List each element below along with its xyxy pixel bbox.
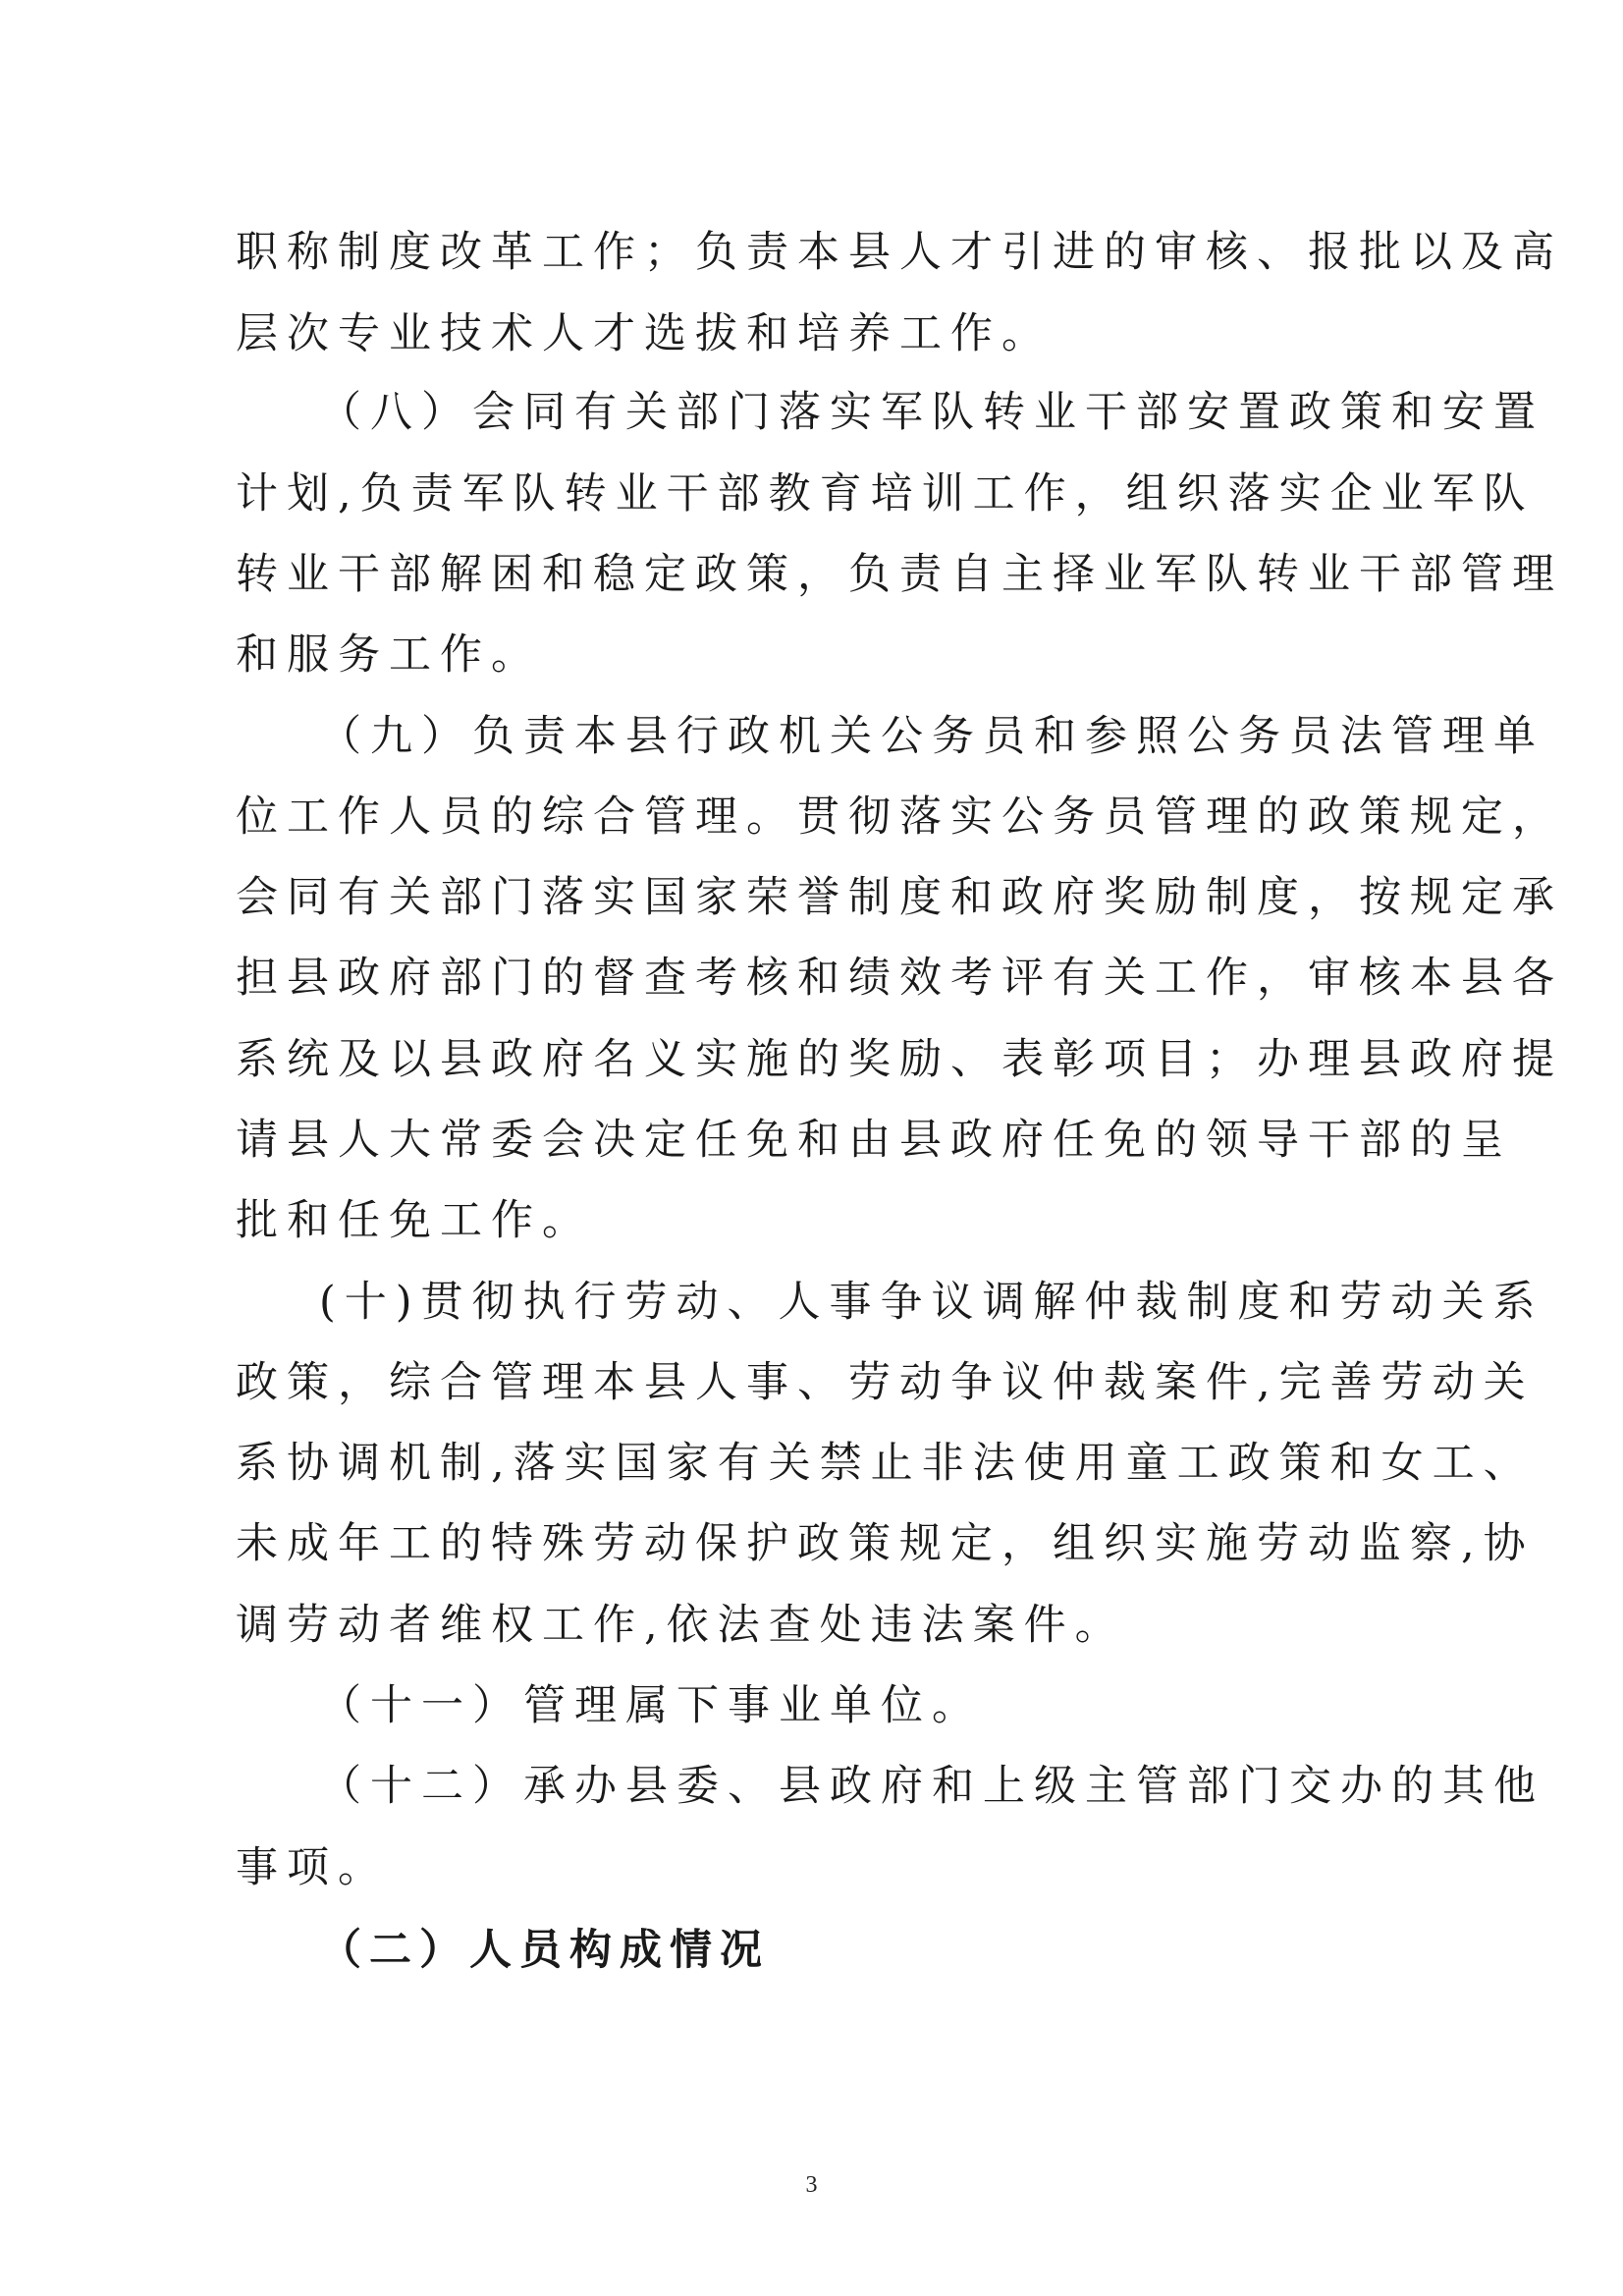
body-text-line-1: 职称制度改革工作；负责本县人才引进的审核、报批以及高 <box>236 228 1563 277</box>
paragraph-11: （十一）管理属下事业单位。 <box>319 1681 983 1730</box>
paragraph-8-start: （八）会同有关部门落实军队转业干部安置政策和安置 <box>319 388 1544 437</box>
body-text-line-21: 事项。 <box>236 1843 389 1892</box>
body-text-line-4: 计划,负责军队转业干部教育培训工作，组织落实企业军队 <box>236 469 1535 519</box>
body-text-line-6: 和服务工作。 <box>236 630 542 680</box>
body-text-line-10: 担县政府部门的督查考核和绩效考评有关工作，审核本县各 <box>236 954 1563 1003</box>
body-text-line-2: 层次专业技术人才选拔和培养工作。 <box>236 309 1053 358</box>
paragraph-12-start: （十二）承办县委、县政府和上级主管部门交办的其他 <box>319 1762 1544 1811</box>
body-text-line-11: 系统及以县政府名义实施的奖励、表彰项目；办理县政府提 <box>236 1035 1563 1084</box>
body-text-line-18: 调劳动者维权工作,依法查处违法案件。 <box>236 1601 1126 1650</box>
body-text-line-15: 政策，综合管理本县人事、劳动争议仲裁案件,完善劳动关 <box>236 1358 1535 1407</box>
section-heading: （二）人员构成情况 <box>319 1926 770 1975</box>
body-text-line-8: 位工作人员的综合管理。贯彻落实公务员管理的政策规定， <box>236 793 1563 842</box>
body-text-line-5: 转业干部解困和稳定政策，负责自主择业军队转业干部管理 <box>236 550 1563 599</box>
page-number: 3 <box>805 2172 818 2198</box>
paragraph-10-start: (十)贯彻执行劳动、人事争议调解仲裁制度和劳动关系 <box>319 1278 1544 1327</box>
body-text-line-13: 批和任免工作。 <box>236 1196 593 1245</box>
paragraph-9-start: （九）负责本县行政机关公务员和参照公务员法管理单 <box>319 712 1544 761</box>
body-text-line-16: 系协调机制,落实国家有关禁止非法使用童工政策和女工、 <box>236 1439 1535 1488</box>
body-text-line-17: 未成年工的特殊劳动保护政策规定，组织实施劳动监察,协 <box>236 1519 1535 1568</box>
body-text-line-9: 会同有关部门落实国家荣誉制度和政府奖励制度，按规定承 <box>236 873 1563 922</box>
body-text-line-12: 请县人大常委会决定任免和由县政府任免的领导干部的呈 <box>236 1116 1512 1165</box>
